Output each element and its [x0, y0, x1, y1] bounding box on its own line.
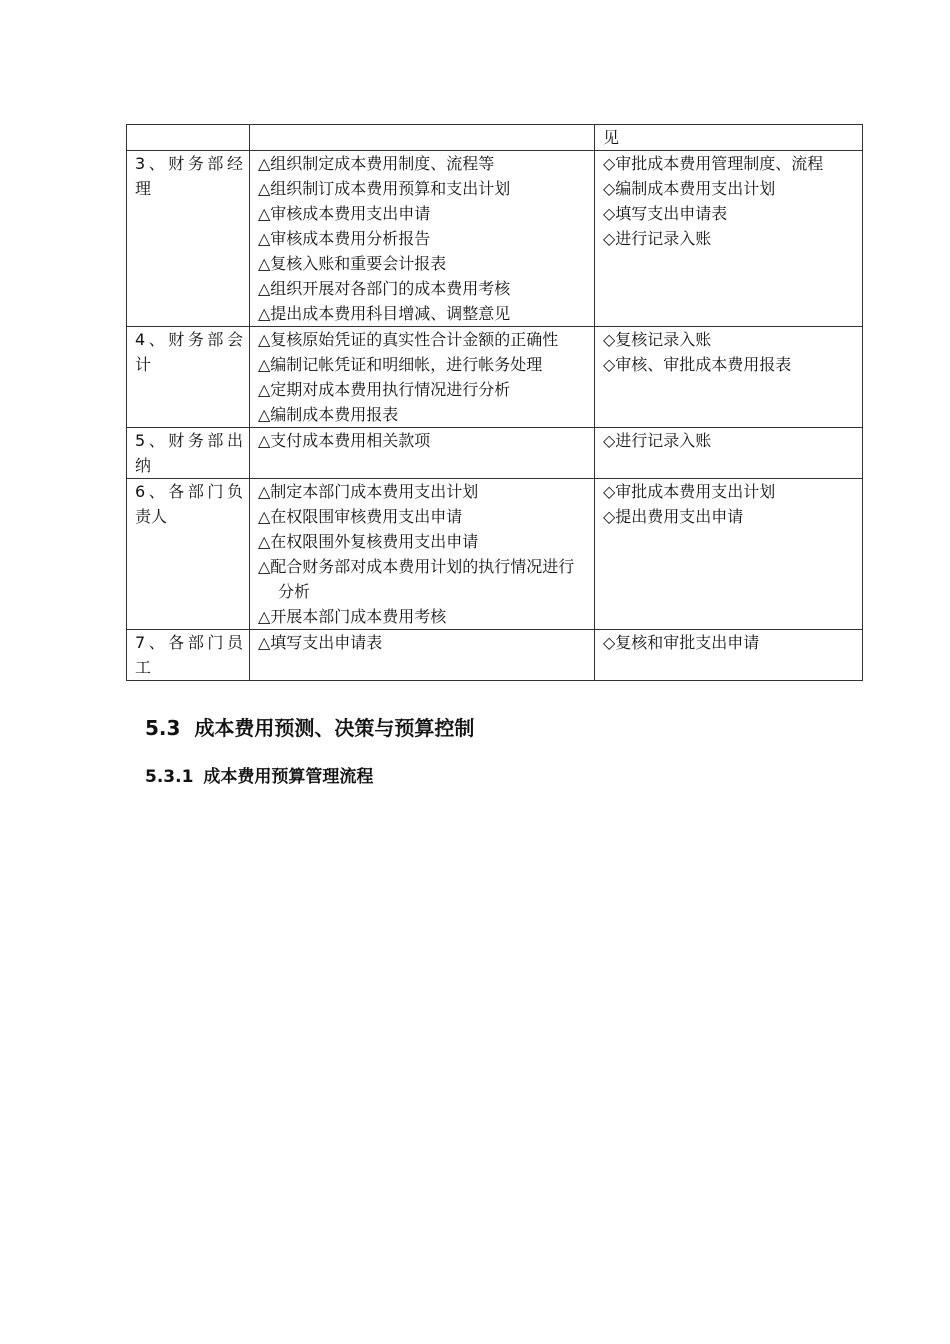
role-label-line: 责人 [135, 507, 168, 526]
section-heading [145, 714, 474, 742]
authorities-cell [595, 630, 863, 681]
authority-item: ◇审核、审批成本费用报表 [603, 355, 792, 374]
section-title: 成本费用预测、决策与预算控制 [194, 716, 475, 740]
authorities-cell [595, 151, 863, 327]
duties-cell [250, 327, 595, 428]
table-row [127, 151, 863, 327]
duty-item: △定期对成本费用执行情况进行分析 [258, 380, 511, 399]
duty-item: △组织制订成本费用预算和支出计划 [258, 179, 511, 198]
authority-item: ◇审批成本费用管理制度、流程 [603, 154, 824, 173]
duty-item: △复核原始凭证的真实性合计金额的正确性 [258, 330, 559, 349]
role-cell [127, 125, 250, 151]
table-row [127, 428, 863, 479]
duties-cell [250, 151, 595, 327]
authority-item: ◇提出费用支出申请 [603, 507, 744, 526]
role-label-line: 纳 [135, 456, 152, 475]
role-label-line: 计 [135, 355, 152, 374]
duty-item: △组织开展对各部门的成本费用考核 [258, 279, 511, 298]
duty-item: △复核入账和重要会计报表 [258, 254, 447, 273]
subsection-heading [145, 764, 373, 790]
duty-item: △填写支出申请表 [258, 633, 383, 652]
duties-cell [250, 479, 595, 630]
duty-item: △开展本部门成本费用考核 [258, 607, 447, 626]
authority-item: ◇进行记录入账 [603, 431, 712, 450]
duties-cell [250, 630, 595, 681]
authority-item: ◇编制成本费用支出计划 [603, 179, 776, 198]
table-row [127, 125, 863, 151]
role-label-line: 4、财务部会 [135, 330, 243, 349]
authorities-cell [595, 479, 863, 630]
duty-item: △审核成本费用分析报告 [258, 229, 431, 248]
authorities-cell [595, 327, 863, 428]
duty-item: △审核成本费用支出申请 [258, 204, 431, 223]
duty-item: △配合财务部对成本费用计划的执行情况进行分析 [258, 557, 575, 601]
authority-item: ◇进行记录入账 [603, 229, 712, 248]
table-row [127, 327, 863, 428]
role-label-line: 7、各部门员 [135, 633, 243, 652]
section-number: 5.3 [145, 716, 181, 740]
responsibility-table [126, 124, 863, 681]
role-cell [127, 151, 250, 327]
role-label-line: 6、各部门负 [135, 482, 243, 501]
duties-cell [250, 125, 595, 151]
role-cell [127, 479, 250, 630]
duty-item: △编制成本费用报表 [258, 405, 399, 424]
authorities-cell [595, 428, 863, 479]
table-row [127, 479, 863, 630]
role-cell [127, 428, 250, 479]
role-label-line: 5、财务部出 [135, 431, 243, 450]
authority-item: ◇复核记录入账 [603, 330, 712, 349]
authority-item: ◇复核和审批支出申请 [603, 633, 760, 652]
duty-item: △制定本部门成本费用支出计划 [258, 482, 479, 501]
role-label-line: 3、财务部经 [135, 154, 243, 173]
role-cell [127, 630, 250, 681]
table-row [127, 630, 863, 681]
duty-item: △在权限围审核费用支出申请 [258, 507, 463, 526]
authority-item: ◇填写支出申请表 [603, 204, 728, 223]
subsection-number: 5.3.1 [145, 767, 194, 787]
authority-item: 见 [603, 128, 620, 147]
role-label-line: 理 [135, 179, 152, 198]
duty-item: △在权限围外复核费用支出申请 [258, 532, 479, 551]
duty-item: △支付成本费用相关款项 [258, 431, 431, 450]
duty-item: △组织制定成本费用制度、流程等 [258, 154, 495, 173]
role-label-line: 工 [135, 658, 152, 677]
subsection-title: 成本费用预算管理流程 [203, 767, 374, 787]
authority-item: ◇审批成本费用支出计划 [603, 482, 776, 501]
duty-item: △提出成本费用科目增减、调整意见 [258, 304, 511, 323]
authorities-cell [595, 125, 863, 151]
role-cell [127, 327, 250, 428]
duty-item: △编制记帐凭证和明细帐，进行帐务处理 [258, 355, 543, 374]
duties-cell [250, 428, 595, 479]
